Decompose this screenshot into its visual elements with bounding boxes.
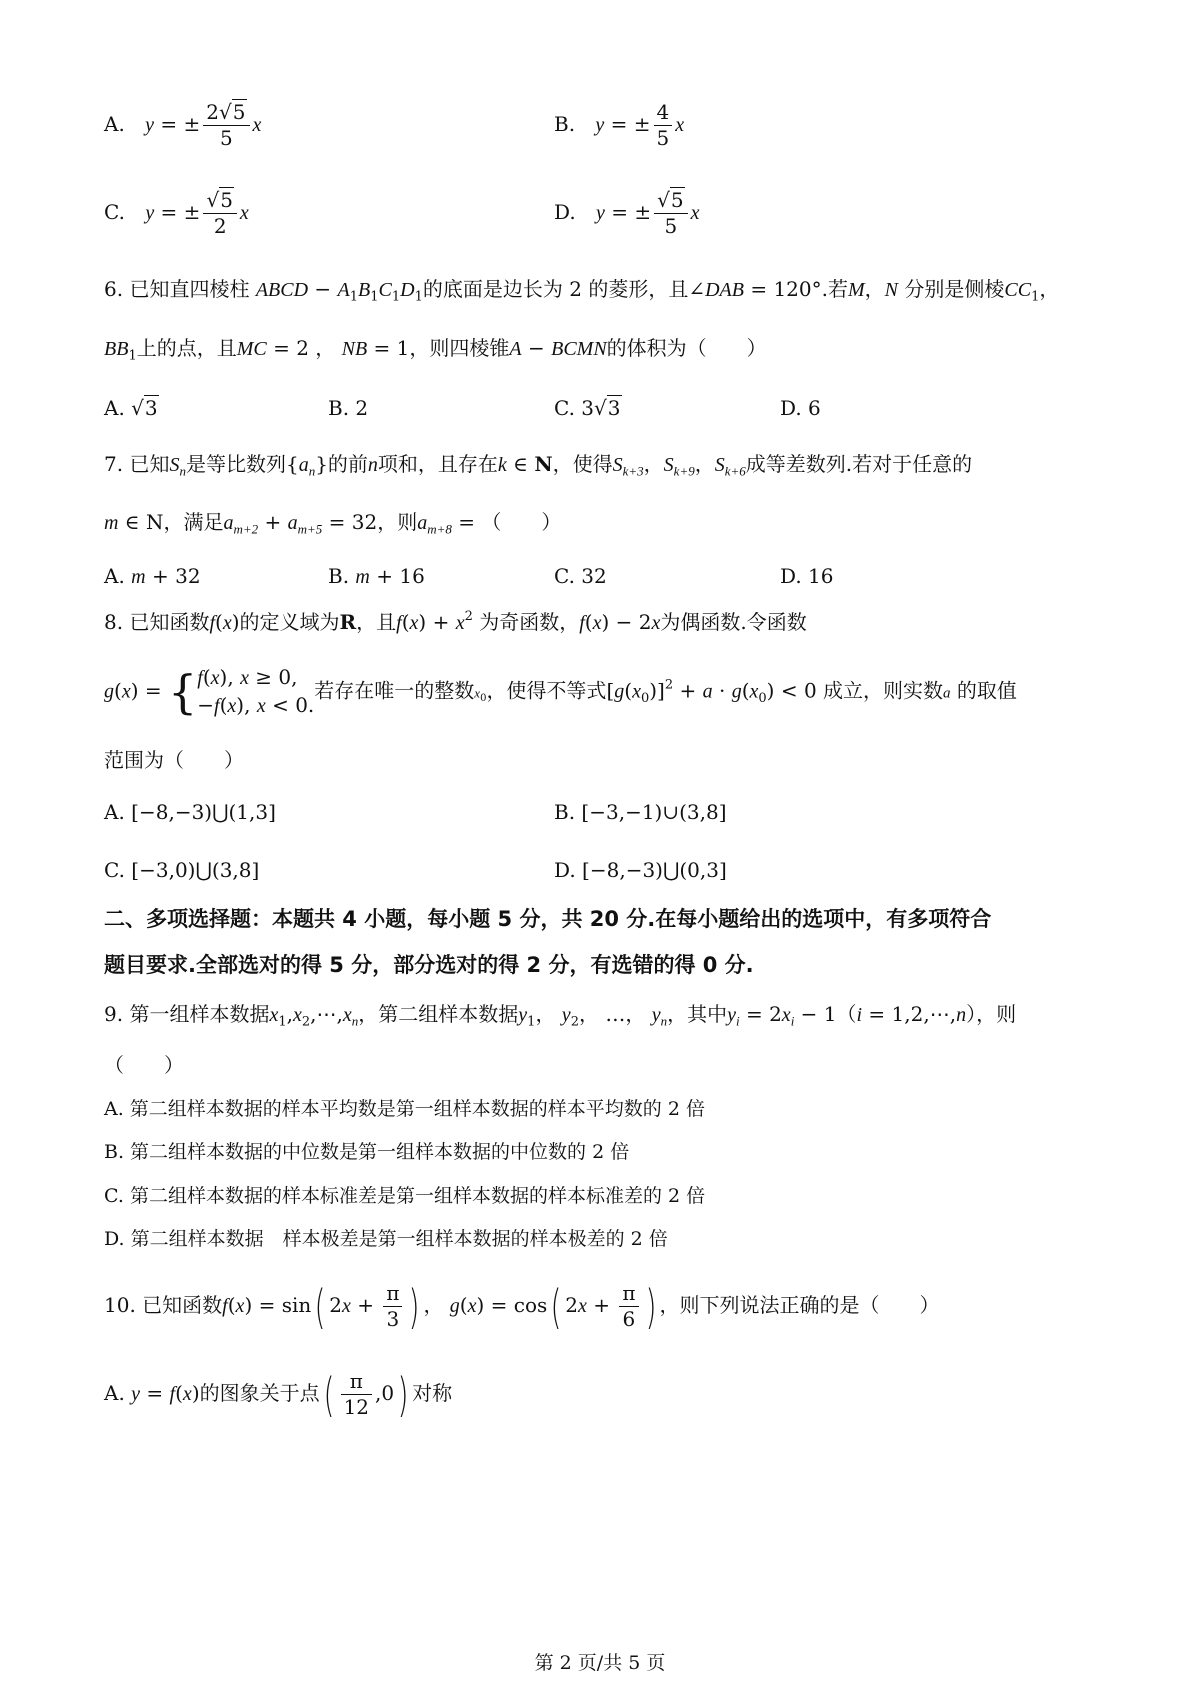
- option-label: A.: [104, 112, 125, 136]
- q8-text: 的定义域为: [239, 610, 340, 634]
- option-label: D.: [554, 200, 576, 224]
- section-heading-line1: 二、多项选择题：本题共 4 小题，每小题 5 分，共 20 分.在每小题给出的选项中，有多项符合: [104, 907, 992, 931]
- q9-option-c: C. 第二组样本数据的样本标准差是第一组样本数据的样本标准差的 2 倍: [104, 1185, 706, 1207]
- q8-text: ，使得不等式: [486, 678, 607, 703]
- q9-text: ，第二组样本数据: [358, 1002, 519, 1026]
- q7-line1: 7. 已知$S_n$是等比数列$\{a_n\}$的前n项和，且存在k ∈ N，使得$S_{k+3}$，$S_{k+9}$，$S_{k+6}$成等差数列.若对于任意的: [104, 452, 973, 479]
- question-number: 7.: [104, 452, 124, 476]
- q5-option-a: A. y = ± $\frac{2√5}{5}$ x: [104, 100, 262, 150]
- q6-option-b: [328, 396, 368, 420]
- q9-text: ），则: [966, 1002, 1017, 1026]
- q8-text: 若存在唯一的整数: [314, 678, 475, 703]
- q6-line2: $BB_1$上的点，且MC = 2 ， NB = 1，则四棱锥A − BCMN的体积为（ ）: [104, 336, 767, 364]
- q10-line1: 10. 已知函数f(x) = sin( 2x + $\frac{\pi}{3}$ ) ， g(x) = cos( 2x + $\frac{\pi}{6}$ ) ，则下列说法正确的是（ ）: [104, 1279, 940, 1334]
- option-label: A.: [104, 800, 125, 824]
- q6-option-a: A. √3: [104, 396, 158, 420]
- q7-option-d: [780, 564, 834, 588]
- q6-text: 已知直四棱柱: [129, 277, 250, 301]
- q8-option-b: B. [−3,−1)∪(3,8]: [554, 800, 727, 824]
- q7-line2: m ∈ N，满足$a_{m+2} + a_{m+5} = 32$，则$a_{m+8}$ = （ ）: [104, 510, 562, 537]
- q8-text: 的取值: [956, 678, 1017, 703]
- option-label: B. 2: [328, 396, 369, 420]
- q10-text: 已知函数: [142, 1293, 223, 1317]
- q6-line1: 6. 已知直四棱柱 ABCD − $A_1B_1C_1D_1$的底面是边长为 2 的菱形，且∠DAB = 120°.若M，N 分别是侧棱$CC_1$，: [104, 277, 1060, 305]
- option-label: B.: [554, 112, 576, 136]
- q8-option-a: A. [−8,−3)⋃(1,3]: [104, 800, 276, 824]
- q7-text: 项和，且存在: [377, 452, 498, 476]
- option-label: A.: [104, 1381, 125, 1405]
- q7-text: ，使得: [552, 452, 613, 476]
- q9-paren: （ ）: [104, 1053, 184, 1077]
- page-footer: 第 2 页/共 5 页: [534, 1652, 666, 1674]
- q7-text: 是等比数列: [185, 452, 286, 476]
- option-label: B.: [554, 800, 576, 824]
- q5-option-b: B. y = ± $\frac{4}{5}$ x: [554, 100, 685, 150]
- q8-option-c: C. [−3,0)⋃(3,8]: [104, 858, 260, 882]
- q9-option-b: B. 第二组样本数据的中位数是第一组样本数据的中位数的 2 倍: [104, 1141, 630, 1163]
- q9-option-d: D. 第二组样本数据 样本极差是第一组样本数据的样本极差的 2 倍: [104, 1228, 668, 1250]
- option-label: D. 6: [780, 396, 821, 420]
- q7-text: 已知: [129, 452, 170, 476]
- option-label: C. 32: [554, 564, 607, 588]
- q8-text: ，且: [356, 610, 397, 634]
- option-label: B.: [328, 564, 350, 588]
- q6-text: .若: [821, 277, 848, 301]
- question-number: 8.: [104, 610, 124, 634]
- q6-option-d: [780, 396, 821, 420]
- q8-line2: g(x) = { f(x), x ≥ 0, −f(x), x < 0. 若存在唯一的整数$x_0$，使得不等式$[g(x_0)]^2 + a \cdot g(x_0) < 0$ 成立，则实数a 的取值: [104, 665, 1017, 719]
- q8-text: 为偶函数.令函数: [660, 610, 807, 634]
- q7-text: ，满足: [163, 510, 224, 534]
- q5-option-c: C. y = ± $\frac{√5}{2}$ x: [104, 188, 249, 238]
- q9-text: 第一组样本数据: [129, 1002, 270, 1026]
- option-label: C.: [104, 200, 125, 224]
- q6-text: 分别是侧棱: [904, 277, 1005, 301]
- q8-text: 范围为（ ）: [104, 748, 244, 772]
- q9-text: ，其中: [667, 1002, 728, 1026]
- q6-text: 的底面是边长为 2 的菱形，且: [422, 277, 689, 301]
- q7-text: 的前: [327, 452, 368, 476]
- q10-text: 对称: [412, 1381, 453, 1405]
- q7-text: （ ）: [481, 510, 562, 534]
- option-label: C.: [554, 396, 575, 420]
- q5-option-d: D. y = ± $\frac{√5}{5}$ x: [554, 188, 700, 238]
- q9-option-a: A. 第二组样本数据的样本平均数是第一组样本数据的样本平均数的 2 倍: [104, 1098, 705, 1120]
- q8-option-d: D. [−8,−3)⋃(0,3]: [554, 858, 727, 882]
- option-label: A.: [104, 396, 125, 420]
- q6-text: 的体积为（ ）: [606, 336, 767, 360]
- question-number: 10.: [104, 1293, 136, 1317]
- q10-text: ，则下列说法正确的是（ ）: [659, 1293, 940, 1317]
- q8-text: 已知函数: [129, 610, 210, 634]
- q8-text: 为奇函数，: [479, 610, 580, 634]
- q6-text: 上的点，且: [136, 336, 237, 360]
- question-number: 6.: [104, 277, 124, 301]
- q6-option-c: C. 3√3: [554, 396, 621, 420]
- q7-text: ，则: [377, 510, 418, 534]
- option-label: C.: [104, 858, 125, 882]
- option-label: D. 16: [780, 564, 834, 588]
- q9-line1: 9. 第一组样本数据$x_1,x_2,\cdots,x_n$，第二组样本数据$y_1$， $y_2$， …， $y_n$，其中$y_i = 2x_i - 1(i$ = 1,2,⋯,n），则: [104, 1002, 1017, 1030]
- q8-text: 成立，则实数: [823, 678, 944, 703]
- q10-option-a: A. y = f(x)的图象关于点( $\frac{\pi}{12}$ ,0) 对称: [104, 1367, 453, 1422]
- q8-line1: 8. 已知函数f(x)的定义域为R，且$f(x) + x^2$ 为奇函数，f(x) − 2x为偶函数.令函数: [104, 608, 807, 634]
- q6-text: ，则四棱锥: [409, 336, 510, 360]
- q10-text: 的图象关于点: [199, 1381, 320, 1405]
- option-label: A.: [104, 564, 125, 588]
- q8-line3: [104, 750, 244, 770]
- q7-option-c: [554, 564, 607, 588]
- q7-text: 成等差数列.若对于任意的: [745, 452, 973, 476]
- option-label: D.: [554, 858, 576, 882]
- section-heading-line2: 题目要求.全部选对的得 5 分，部分选对的得 2 分，有选错的得 0 分.: [104, 953, 754, 977]
- q7-option-b: B. m + 16: [328, 564, 425, 588]
- q7-option-a: A. m + 32: [104, 564, 201, 588]
- question-number: 9.: [104, 1002, 124, 1026]
